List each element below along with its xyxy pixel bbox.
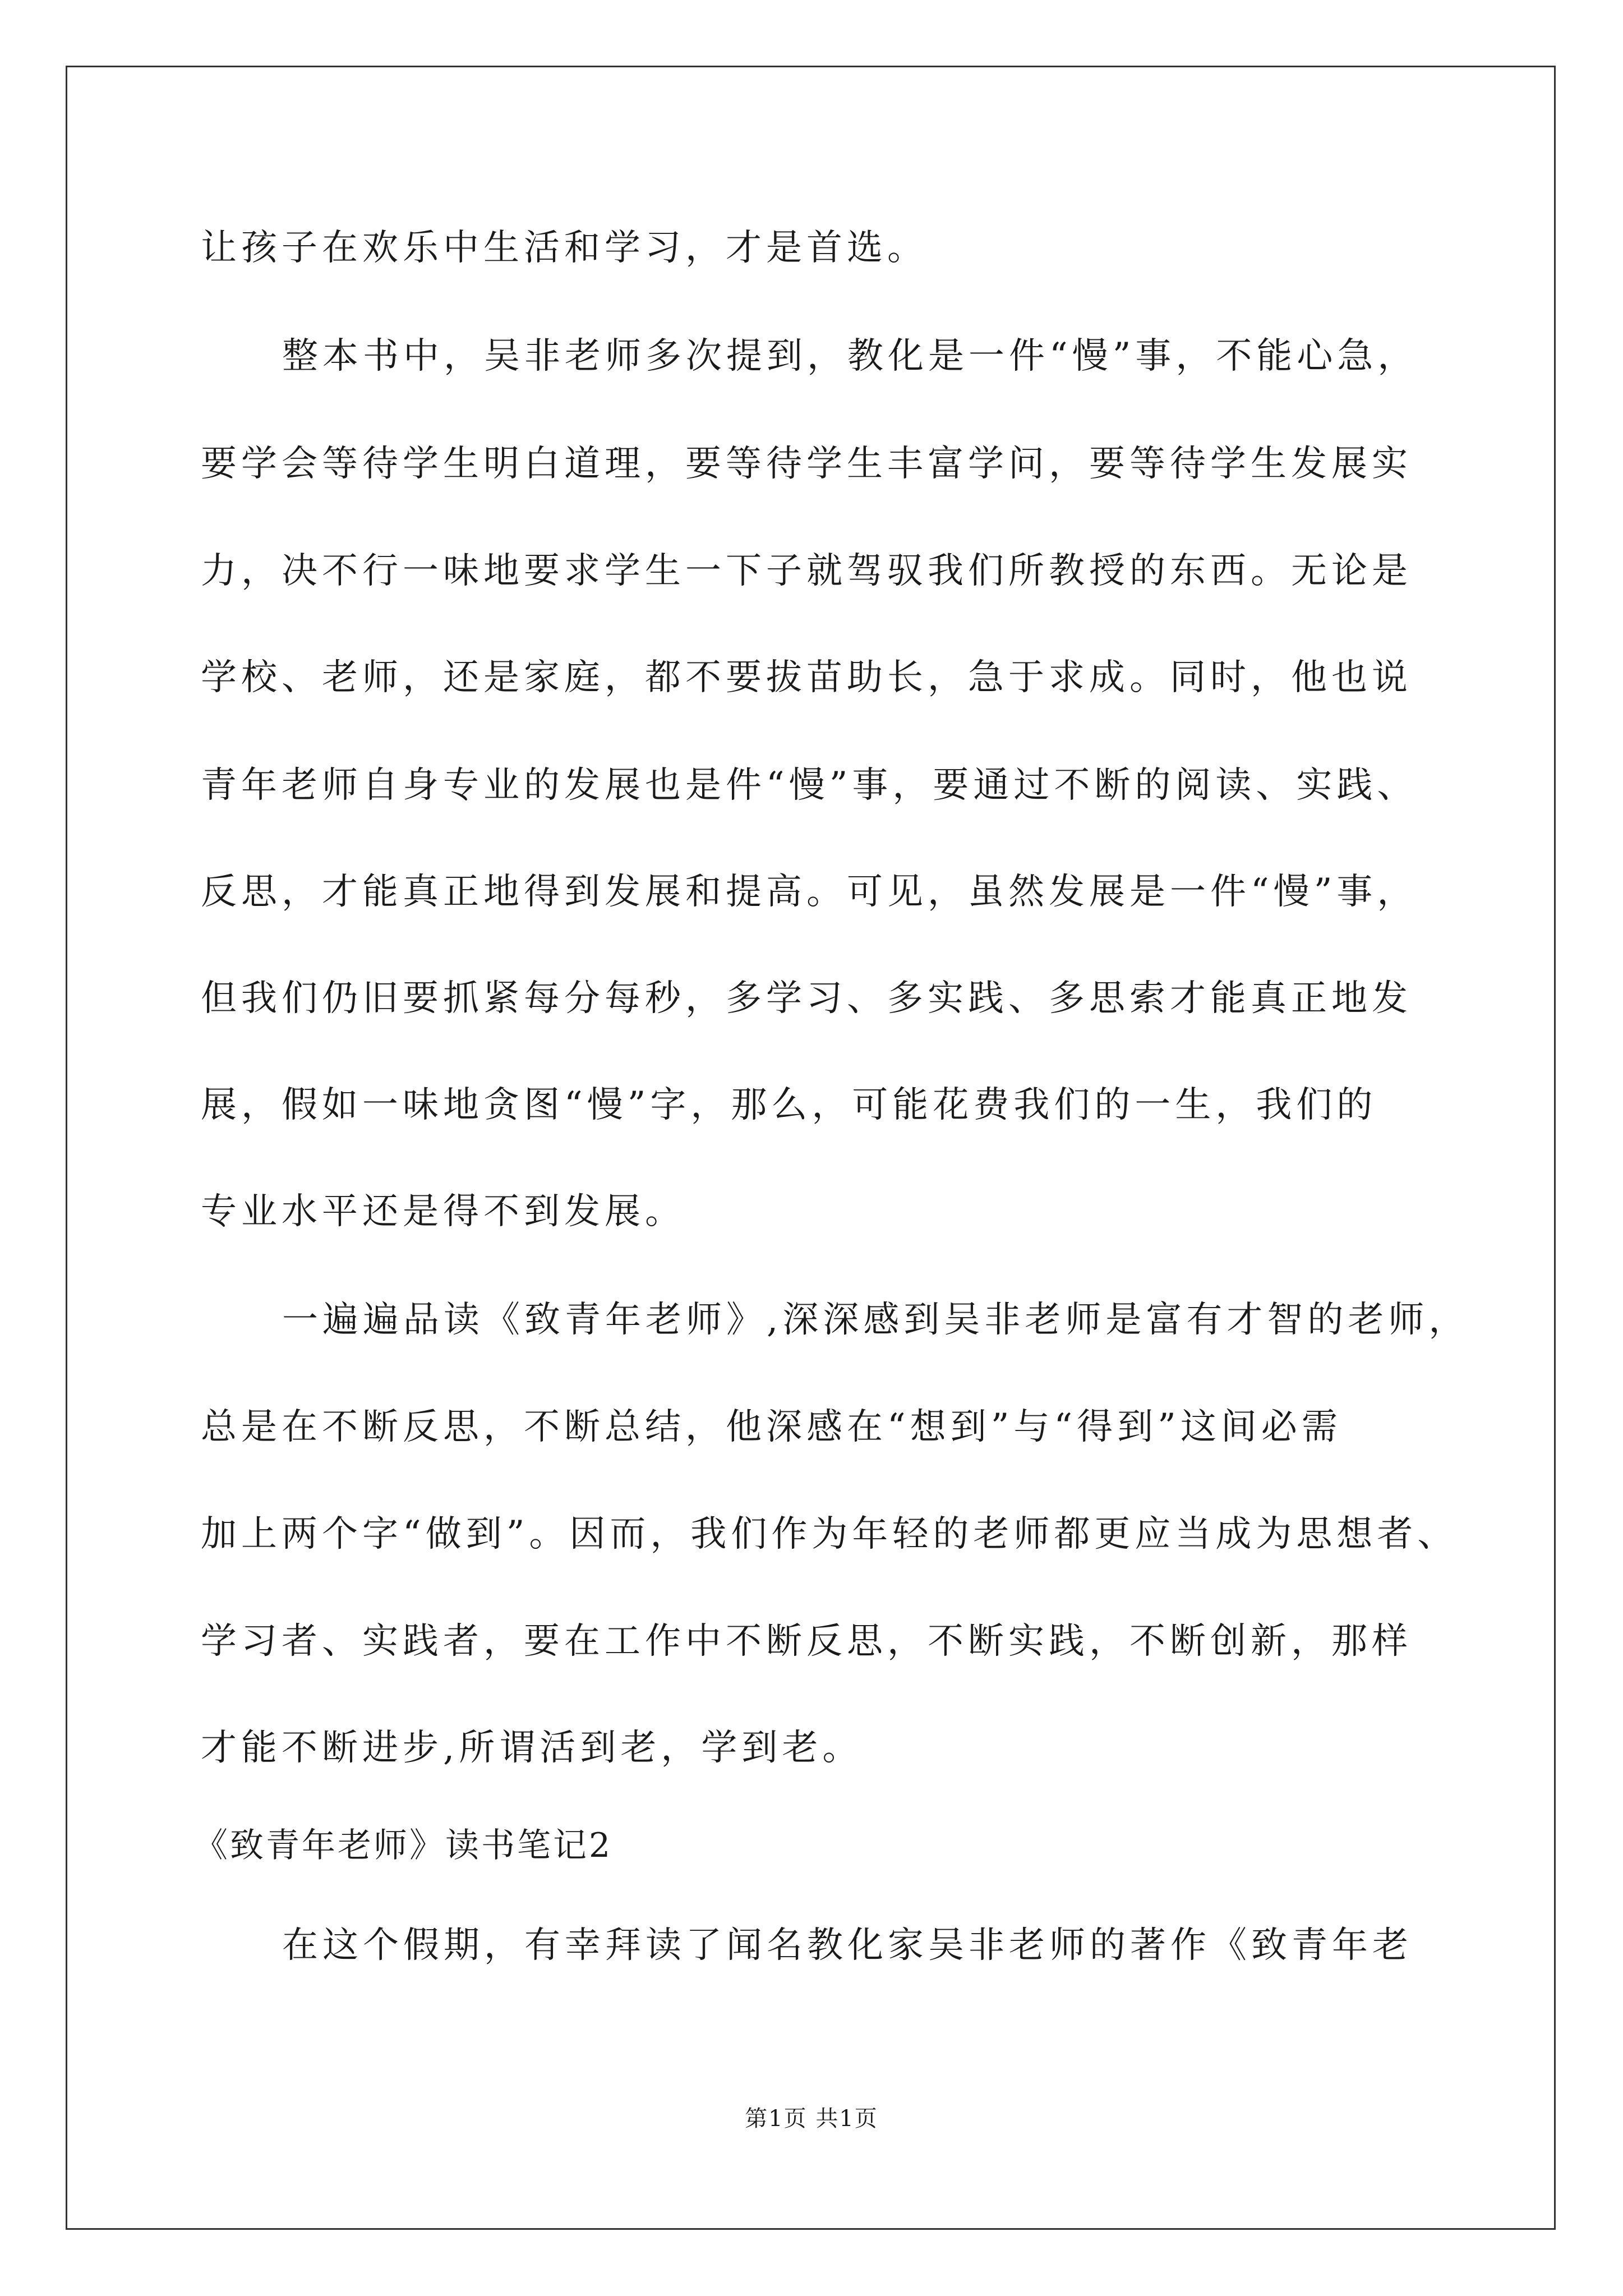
paragraph-line: 加上两个字“做到”。因而，我们作为年轻的老师都更应当成为思想者、 (201, 1513, 1458, 1555)
paragraph-line: 在这个假期，有幸拜读了闻名教化家吴非老师的著作《致青年老 (282, 1925, 1413, 1966)
page-footer: 第1页 共1页 (745, 2106, 878, 2132)
paragraph-line: 力，决不行一味地要求学生一下子就驾驭我们所教授的东西。无论是 (201, 550, 1412, 592)
paragraph-line: 展，假如一味地贪图“慢”字，那么，可能花费我们的一生，我们的 (201, 1084, 1377, 1126)
paragraph-line: 才能不断进步,所谓活到老，学到老。 (201, 1727, 863, 1769)
paragraph-line: 一遍遍品读《致青年老师》,深深感到吴非老师是富有才智的老师， (282, 1299, 1469, 1341)
paragraph-line: 要学会等待学生明白道理，要等待学生丰富学问，要等待学生发展实 (201, 443, 1412, 485)
paragraph-line: 青年老师自身专业的发展也是件“慢”事，要通过不断的阅读、实践、 (201, 765, 1418, 806)
paragraph-line: 学习者、实践者，要在工作中不断反思，不断实践，不断创新，那样 (201, 1621, 1412, 1662)
section-heading: 《致青年老师》读书笔记2 (194, 1826, 613, 1865)
paragraph-line: 总是在不断反思，不断总结，他深感在“想到”与“得到”这间必需 (201, 1406, 1342, 1448)
paragraph-line: 但我们仍旧要抓紧每分每秒，多学习、多实践、多思索才能真正地发 (201, 978, 1412, 1019)
paragraph-line: 反思，才能真正地得到发展和提高。可见，虽然发展是一件“慢”事， (201, 871, 1418, 913)
paragraph-line: 学校、老师，还是家庭，都不要拔苗助长，急于求成。同时，他也说 (201, 657, 1412, 698)
paragraph-line: 让孩子在欢乐中生活和学习，才是首选。 (201, 227, 928, 269)
paragraph-line: 专业水平还是得不到发展。 (201, 1191, 685, 1232)
paragraph-line: 整本书中，吴非老师多次提到，教化是一件“慢”事，不能心急， (282, 335, 1418, 377)
page-border (66, 66, 1556, 2230)
